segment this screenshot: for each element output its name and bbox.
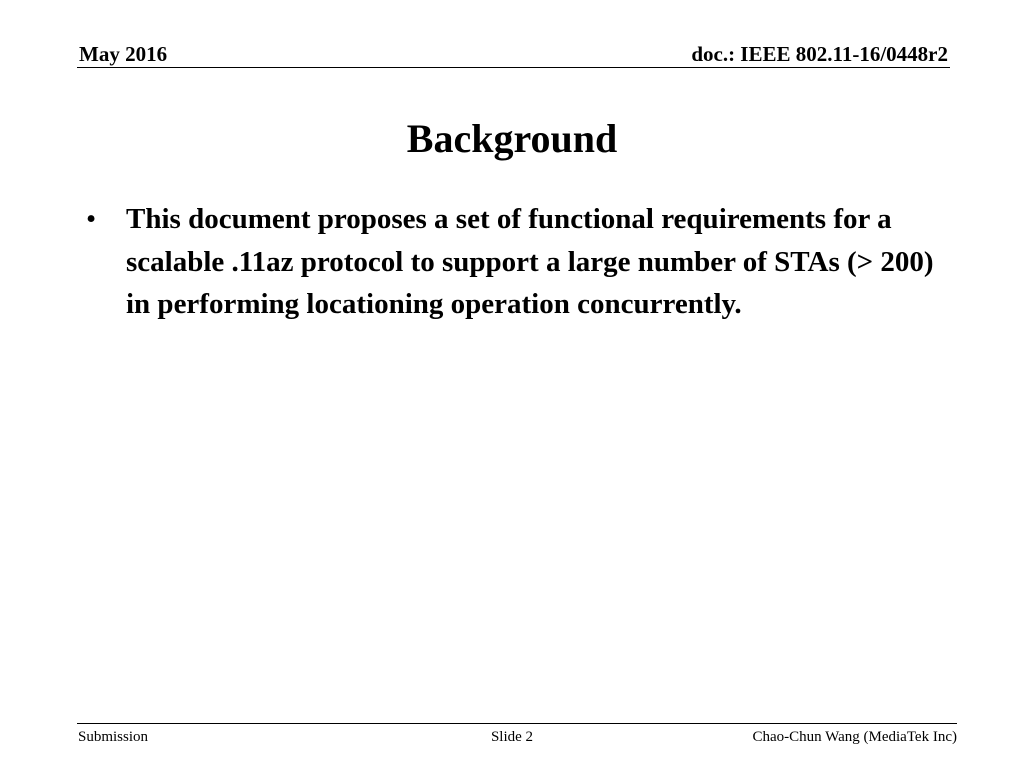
footer-divider: [77, 723, 957, 724]
header-date: May 2016: [79, 42, 168, 66]
bullet-list: [86, 198, 946, 326]
header-divider: [77, 67, 950, 68]
slide-title: Background: [406, 116, 618, 161]
footer-author: Chao-Chun Wang (MediaTek Inc): [752, 729, 957, 745]
bullet-text: This document proposes a set of functional requirements for a scalable .11az protocol to support a large number of STAs (> 200) in performing locationing operation concurrently.: [126, 203, 934, 320]
footer-slide-number: Slide 2: [490, 729, 534, 745]
bullet-item: [86, 198, 946, 326]
bullet-marker: •: [86, 203, 97, 235]
footer-submission: Submission: [78, 729, 149, 745]
header-doc-id: doc.: IEEE 802.11-16/0448r2: [691, 42, 948, 66]
